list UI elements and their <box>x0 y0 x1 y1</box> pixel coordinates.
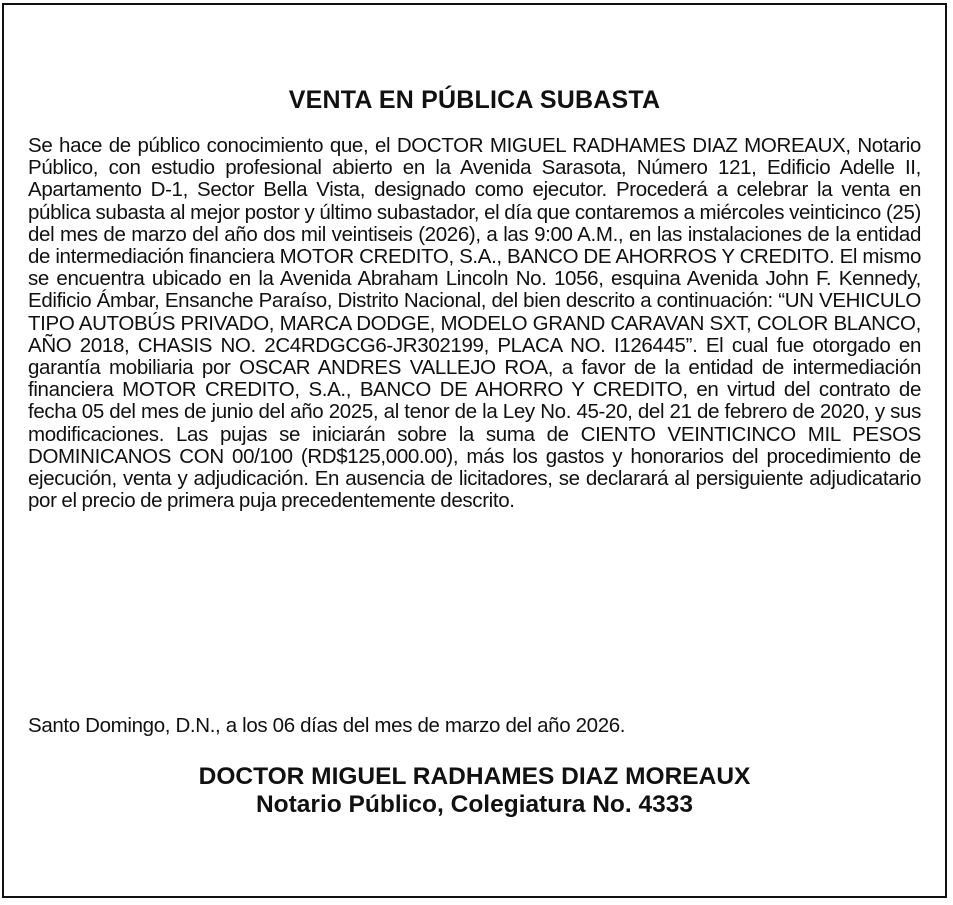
signer-title: Notario Público, Colegiatura No. 4333 <box>255 791 693 818</box>
notice-title: VENTA EN PÚBLICA SUBASTA <box>288 86 661 114</box>
signature-block <box>4 763 945 819</box>
place-date: Santo Domingo, D.N., a los 06 días del mes de marzo del año 2026. <box>28 714 626 737</box>
signer-name: DOCTOR MIGUEL RADHAMES DIAZ MOREAUX <box>198 763 751 790</box>
auction-notice <box>2 3 947 898</box>
notice-body: Se hace de público conocimiento que, el DOCTOR MIGUEL RADHAMES DIAZ MOREAUX, Notario Público, con estudio profesional abierto en la Avenida Sarasota, Número 121, Edificio Adelle II, Apartamento D-1, Sector Bella Vista, designado como ejecutor. Procederá a celebrar la venta en pública subasta al mejor postor y último subastador, el día que contaremos a miércoles veinticinco (25) del mes de marzo del año dos mil veintiseis (2026), a las 9:00 A.M., en las instalaciones de la entidad de intermediación financiera MOTOR CREDITO, S.A., BANCO DE AHORROS Y CREDITO. El mismo se encuentra ubicado en la Avenida Abraham Lincoln No. 1056, esquina Avenida John F. Kennedy, Edificio Ámbar, Ensanche Paraíso, Distrito Nacional, del bien descrito a continuación: “UN VEHICULO TIPO AUTOBÚS PRIVADO, MARCA DODGE, MODELO GRAND CARAVAN SXT, COLOR BLANCO, AÑO 2018, CHASIS NO. 2C4RDGCG6-​JR302199, PLACA NO. I126445”. El cual fue otorgado en garantía mobiliaria por OSCAR ANDRES VALLEJO ROA, a favor de la entidad de intermediación financiera MOTOR CREDITO, S.A., BANCO DE AHORRO Y CREDITO, en virtud del contrato de fecha 05 del mes de junio del año 2025, al tenor de la Ley No. 45-20, del 21 de febrero de 2020, y sus modificaciones. Las pujas se iniciarán sobre la suma de CIENTO VEINTICINCO MIL PESOS DOMINICANOS CON 00/100 (RD$125,000.00), más los gastos y honorarios del procedimiento de ejecución, venta y adjudicación. En ausencia de licitadores, se declarará al persiguiente adjudicatario por el precio de primera puja precedentemente descrito. <box>28 134 921 513</box>
